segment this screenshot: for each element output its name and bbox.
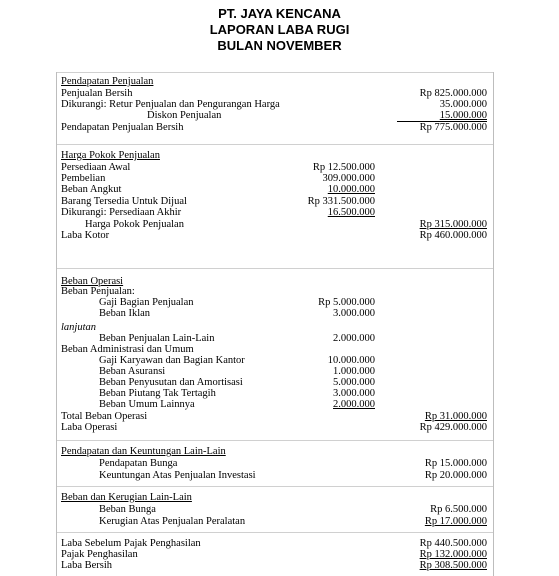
opex-total-amount: Rp 31.000.000 <box>424 411 487 422</box>
admin-row-label: Gaji Karyawan dan Bagian Kantor <box>99 355 245 366</box>
net-revenue-amount: Rp 775.000.000 <box>419 122 487 133</box>
other-income-title: Pendapatan dan Keuntungan Lain-Lain <box>61 446 226 457</box>
admin-expense-title: Beban Administrasi dan Umum <box>61 344 194 355</box>
admin-row-label: Beban Asuransi <box>99 366 166 377</box>
admin-row-amount: 5.000.000 <box>333 377 375 388</box>
operating-profit-amount: Rp 429.000.000 <box>419 422 487 433</box>
net-revenue-label: Pendapatan Penjualan Bersih <box>61 122 184 133</box>
other-expense-row-amount: Rp 17.000.000 <box>424 516 487 527</box>
admin-row-amount: 3.000.000 <box>333 388 375 399</box>
cogs-row-amount: Rp 12.500.000 <box>312 162 375 173</box>
report-period: BULAN NOVEMBER <box>217 38 342 53</box>
net-profit-amount: Rp 308.500.000 <box>419 560 487 571</box>
cogs-row-label: Barang Tersedia Untuk Dijual <box>61 196 187 207</box>
sales-discount-amount: 15.000.000 <box>439 110 487 121</box>
other-income-row-amount: Rp 15.000.000 <box>424 458 487 469</box>
section-divider <box>57 532 493 533</box>
sales-returns-amount: 35.000.000 <box>439 99 487 110</box>
cogs-row-label: Persediaan Awal <box>61 162 131 173</box>
other-income-row-amount: Rp 20.000.000 <box>424 470 487 481</box>
cogs-row-amount: Rp 331.500.000 <box>307 196 375 207</box>
admin-row-label: Beban Umum Lainnya <box>99 399 195 410</box>
other-expense-row-label: Beban Bunga <box>99 504 156 515</box>
admin-row-amount: 2.000.000 <box>333 399 375 410</box>
report-title: LAPORAN LABA RUGI <box>209 22 350 37</box>
opex-row-amount: 3.000.000 <box>333 308 375 319</box>
gross-profit-label: Laba Kotor <box>61 230 110 241</box>
selling-expense-title: Beban Penjualan: <box>61 286 135 297</box>
opex-row-label: Beban Iklan <box>99 308 151 319</box>
cogs-total-amount: Rp 315.000.000 <box>419 219 487 230</box>
report-header <box>0 6 559 54</box>
net-sales-label: Penjualan Bersih <box>61 88 133 99</box>
cogs-row-label: Dikurangi: Persediaan Akhir <box>61 207 182 218</box>
admin-row-label: Beban Piutang Tak Tertagih <box>99 388 216 399</box>
cogs-row-amount: 10.000.000 <box>327 184 375 195</box>
opex-row-amount: 2.000.000 <box>333 333 375 344</box>
continued-note: lanjutan <box>61 322 97 333</box>
opex-row-amount: Rp 5.000.000 <box>318 297 375 308</box>
admin-row-amount: 1.000.000 <box>333 366 375 377</box>
opex-section-title: Beban Operasi <box>61 276 124 287</box>
other-income-row-label: Keuntungan Atas Penjualan Investasi <box>99 470 256 481</box>
cogs-row-amount: 309.000.000 <box>322 173 375 184</box>
other-income-row-label: Pendapatan Bunga <box>99 458 178 469</box>
cogs-row-label: Beban Angkut <box>61 184 122 195</box>
company-name: PT. JAYA KENCANA <box>218 6 341 21</box>
section-divider <box>57 268 493 269</box>
section-divider <box>57 72 493 73</box>
sales-returns-label: Dikurangi: Retur Penjualan dan Pengurangan Harga <box>61 99 280 110</box>
cogs-row-label: Pembelian <box>61 173 106 184</box>
other-expense-title: Beban dan Kerugian Lain-Lain <box>61 492 192 503</box>
cogs-row-amount: 16.500.000 <box>327 207 375 218</box>
section-divider <box>57 440 493 441</box>
income-tax-amount: Rp 132.000.000 <box>419 549 487 560</box>
income-tax-label: Pajak Penghasilan <box>61 549 138 560</box>
sales-discount-label: Diskon Penjualan <box>147 110 222 121</box>
net-profit-label: Laba Bersih <box>61 560 113 571</box>
net-sales-amount: Rp 825.000.000 <box>419 88 487 99</box>
gross-profit-amount: Rp 460.000.000 <box>419 230 487 241</box>
opex-row-label: Gaji Bagian Penjualan <box>99 297 194 308</box>
pre-tax-profit-label: Laba Sebelum Pajak Penghasilan <box>61 538 201 549</box>
pre-tax-profit-amount: Rp 440.500.000 <box>419 538 487 549</box>
income-statement-sheet <box>56 72 494 576</box>
other-expense-row-amount: Rp 6.500.000 <box>430 504 487 515</box>
revenue-section-title: Pendapatan Penjualan <box>61 76 154 87</box>
cogs-section-title: Harga Pokok Penjualan <box>61 150 160 161</box>
opex-total-label: Total Beban Operasi <box>61 411 148 422</box>
admin-row-amount: 10.000.000 <box>327 355 375 366</box>
section-divider <box>57 486 493 487</box>
operating-profit-label: Laba Operasi <box>61 422 118 433</box>
admin-row-label: Beban Penyusutan dan Amortisasi <box>99 377 243 388</box>
cogs-total-label: Harga Pokok Penjualan <box>85 219 184 230</box>
other-expense-row-label: Kerugian Atas Penjualan Peralatan <box>99 516 246 527</box>
section-divider <box>57 144 493 145</box>
opex-row-label: Beban Penjualan Lain-Lain <box>99 333 215 344</box>
